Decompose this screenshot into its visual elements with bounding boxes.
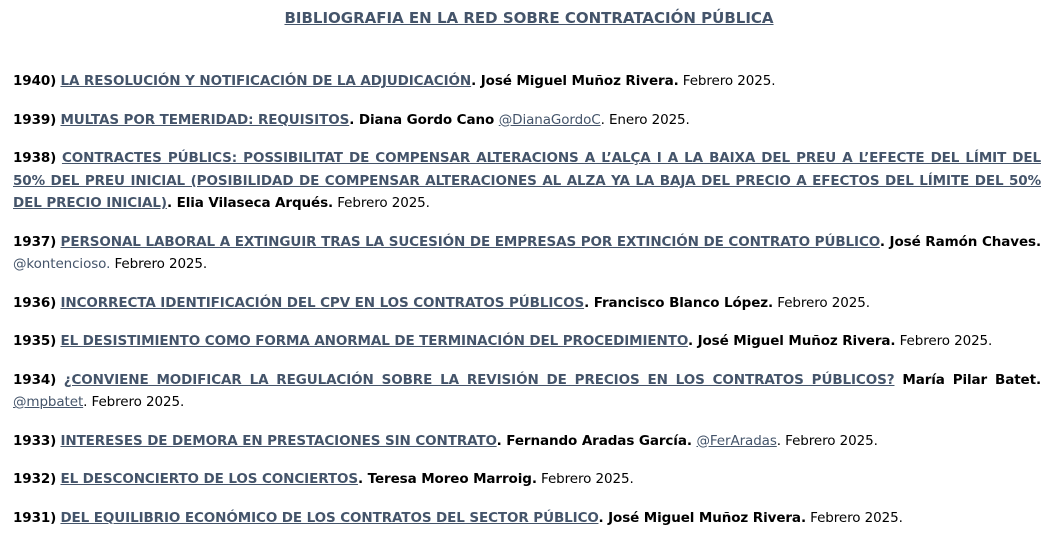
entry-number: 1933)	[13, 432, 57, 449]
entry-date: Febrero 2025.	[805, 509, 903, 526]
entry-author: . José Miguel Muñoz Rivera.	[471, 73, 679, 89]
entry-date: Febrero 2025.	[536, 471, 634, 487]
entry-author: . José Miguel Muñoz Rivera.	[598, 509, 806, 526]
entry-author: . Elia Vilaseca Arqués.	[166, 195, 334, 211]
entry-date: Febrero 2025.	[678, 73, 776, 89]
entry-author: . Diana Gordo Cano	[349, 111, 499, 128]
entry-author: María Pilar Batet.	[894, 371, 1041, 388]
entry-number: 1936)	[13, 294, 57, 311]
entry-author: . José Ramón Chaves.	[879, 233, 1041, 250]
entry-author: . José Miguel Muñoz Rivera.	[687, 333, 896, 349]
list-item	[13, 369, 1041, 414]
entry-title-link[interactable]: ¿CONVIENE MODIFICAR LA REGULACIÓN SOBRE LA REVISIÓN DE PRECIOS EN LOS CONTRATOS PÚBLICOS?	[63, 371, 895, 388]
page-title: BIBLIOGRAFIA EN LA RED SOBRE CONTRATACIÓN PÚBLICA	[284, 9, 774, 27]
entry-title-link[interactable]: LA RESOLUCIÓN Y NOTIFICACIÓN DE LA ADJUDICACIÓN	[60, 73, 472, 89]
entry-date: Febrero 2025.	[333, 195, 430, 211]
entry-number: 1938)	[13, 150, 57, 166]
entry-number: 1935)	[13, 333, 57, 349]
entry-title-link[interactable]: EL DESISTIMIENTO COMO FORMA ANORMAL DE TERMINACIÓN DEL PROCEDIMIENTO	[60, 333, 688, 349]
entry-title-link[interactable]: CONTRACTES PÚBLICS: POSSIBILITAT DE COMPENSAR ALTERACIONS A L’ALÇA I A LA BAIXA DEL PREU A L’EFECTE DEL LÍMIT DEL 50% DEL PREU INICIAL (POSIBILIDAD DE COMPENSAR ALTERACIONES AL ALZA YA LA BAJA DEL PRECIO A EFECTOS DEL LÍMITE DEL 50% DEL PRECIO INICIAL)	[13, 150, 1041, 211]
entry-author: . Francisco Blanco López.	[584, 294, 774, 311]
entry-date: Febrero 2025.	[773, 294, 870, 311]
entry-twitter-handle[interactable]: @mpbatet	[13, 394, 84, 410]
list-item	[13, 507, 1041, 530]
list-item	[13, 109, 1041, 132]
entry-date: . Febrero 2025.	[776, 432, 878, 449]
entry-number: 1932)	[13, 471, 57, 487]
entry-number: 1939)	[13, 111, 57, 128]
entry-title-link[interactable]: INTERESES DE DEMORA EN PRESTACIONES SIN CONTRATO	[60, 432, 497, 449]
list-item	[13, 231, 1041, 276]
entry-number: 1940)	[13, 73, 57, 89]
entry-title-link[interactable]: INCORRECTA IDENTIFICACIÓN DEL CPV EN LOS CONTRATOS PÚBLICOS	[60, 294, 585, 311]
entry-date: . Febrero 2025.	[83, 394, 185, 410]
entry-number: 1937)	[13, 233, 57, 250]
entry-author: . Fernando Aradas García.	[496, 432, 697, 449]
list-item	[13, 70, 1041, 93]
entry-date: . Enero 2025.	[600, 111, 690, 128]
entry-date: Febrero 2025.	[110, 256, 208, 272]
entry-number: 1931)	[13, 509, 57, 526]
entry-title-link[interactable]: MULTAS POR TEMERIDAD: REQUISITOS	[60, 111, 350, 128]
entry-twitter-handle[interactable]: @FerAradas	[696, 432, 777, 449]
entry-title-link[interactable]: EL DESCONCIERTO DE LOS CONCIERTOS	[60, 471, 359, 487]
entry-twitter-handle[interactable]: @DianaGordoC	[498, 111, 601, 128]
entry-number: 1934)	[13, 371, 57, 388]
entry-date: Febrero 2025.	[895, 333, 993, 349]
entry-title-link[interactable]: DEL EQUILIBRIO ECONÓMICO DE LOS CONTRATOS DEL SECTOR PÚBLICO	[60, 509, 599, 526]
list-item	[13, 468, 1041, 491]
entry-title-link[interactable]: PERSONAL LABORAL A EXTINGUIR TRAS LA SUCESIÓN DE EMPRESAS POR EXTINCIÓN DE CONTRATO PÚBLICO	[60, 233, 880, 250]
list-item	[13, 292, 1041, 315]
bibliography-list	[13, 70, 1041, 545]
list-item	[13, 147, 1041, 215]
entry-twitter-handle: @kontencioso.	[13, 256, 111, 272]
list-item	[13, 330, 1041, 353]
entry-author: . Teresa Moreo Marroig.	[358, 471, 537, 487]
list-item	[13, 430, 1041, 453]
